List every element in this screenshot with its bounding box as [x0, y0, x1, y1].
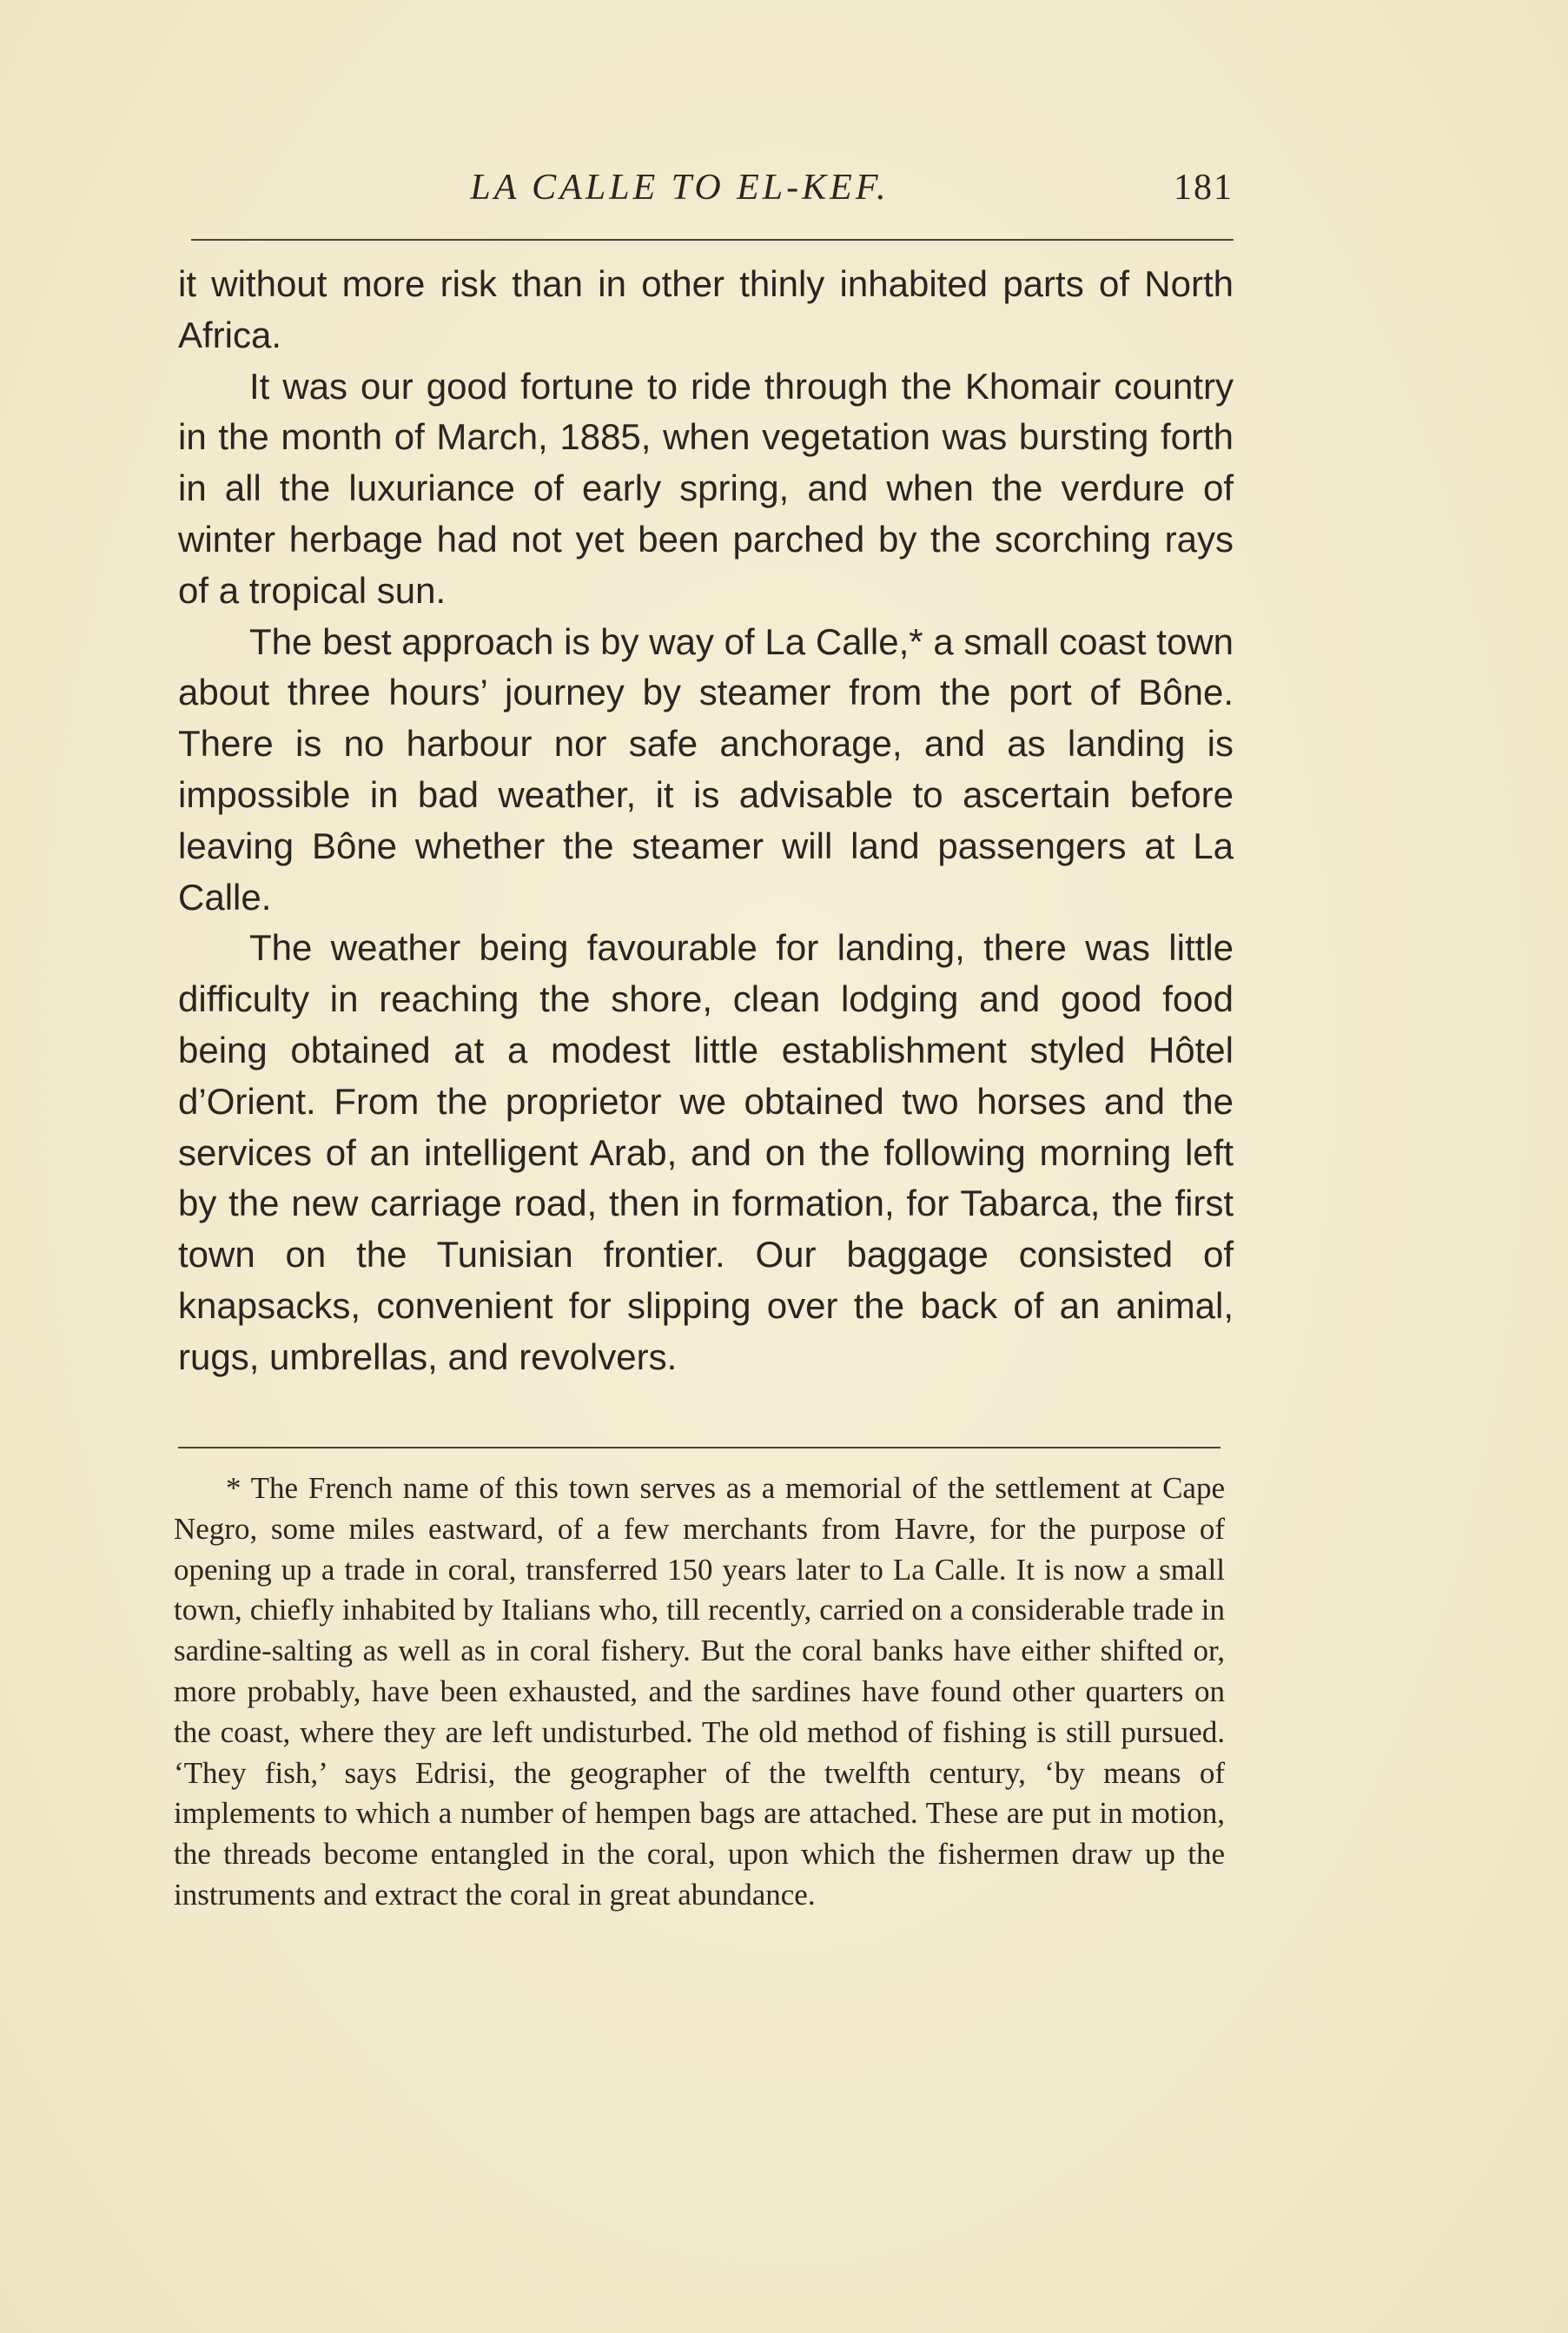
paragraph-continuation: it without more risk than in other thinly inhabited parts of North Africa.: [178, 263, 1234, 355]
running-head: [178, 167, 1234, 219]
header-rule: [191, 239, 1234, 241]
footnote-rule: [178, 1447, 1221, 1448]
body-text: [178, 259, 1234, 1383]
running-title: LA CALLE TO EL-KEF.: [470, 168, 890, 208]
footnote-text: * The French name of this town serves as a memorial of the settlement at Cape Negro, some miles eastward, of a few merchants from Havre, for the purpose of opening up a trade in coral, transferred 150 years later to La Calle. It is now a small town, chiefly inhabited by Italians who, till recently, carried on a considerable trade in sardine-salting as well as in coral fishery. But the coral banks have either shifted or, more probably, have been exhausted, and the sardines have found other quarters on the coast, where they are left undisturbed. The old method of fishing is still pursued. ‘They fish,’ says Edrisi, the geographer of the twelfth century, ‘by means of implements to which a number of hempen bags are attached. These are put in motion, the threads become entangled in the coral, upon which the fishermen draw up the instruments and extract the coral in great abundance.: [174, 1471, 1225, 1912]
footnote: [174, 1468, 1225, 1916]
paragraph: The weather being favourable for landing, there was little difficulty in reaching the shore, clean lodging and good food being obtained at a modest little establishment styled Hôtel d’Orient. From the proprietor we obtained two horses and the services of an intelligent Arab, and on the following morning left by the new carriage road, then in formation, for Tabarca, the first town on the Tunisian frontier. Our baggage consisted of knapsacks, convenient for slipping over the back of an animal, rugs, umbrellas, and revolvers.: [178, 927, 1234, 1377]
page-number: 181: [1174, 168, 1234, 208]
paragraph: It was our good fortune to ride through the Khomair country in the month of March, 1885, when vegetation was bursting forth in all the luxuriance of early spring, and when the verdure of winter herbage had not yet been parched by the scorching rays of a tropical sun.: [178, 365, 1234, 611]
paragraph: The best approach is by way of La Calle,* a small coast town about three hours’ journey by steamer from the port of Bône. There is no harbour nor safe anchorage, and as landing is impossible in bad weather, it is advisable to ascertain before leaving Bône whether the steamer will land passengers at La Calle.: [178, 620, 1234, 918]
